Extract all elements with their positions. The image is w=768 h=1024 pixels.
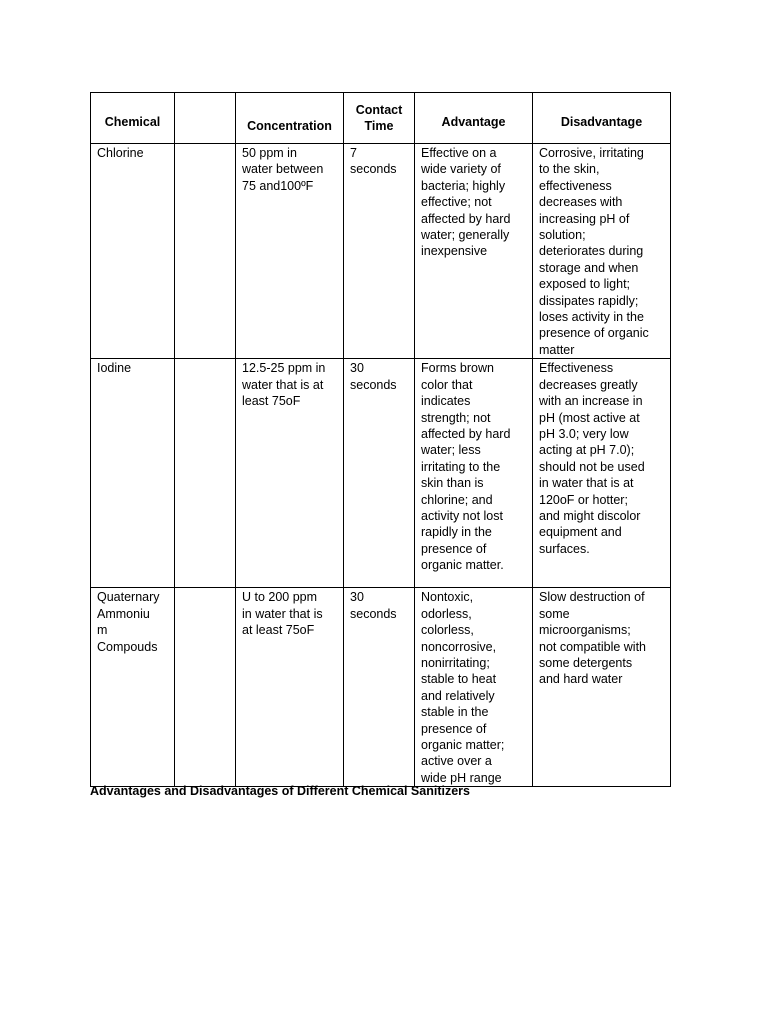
cell-concentration xyxy=(236,144,344,359)
sanitizers-table xyxy=(90,92,671,787)
blank-value xyxy=(175,359,235,360)
cell-contact-time xyxy=(344,144,415,359)
table-caption: Advantages and Disadvantages of Different Chemical Sanitizers xyxy=(90,784,470,798)
cell-advantage xyxy=(415,588,533,787)
cell-contact-time xyxy=(344,359,415,588)
blank-value xyxy=(175,144,235,145)
cell-disadvantage xyxy=(533,588,671,787)
advantage-text: Forms brown color that indicates strength; not affected by hard water; less irritating to the skin than is chlorine; and activity not lost rapidly in the presence of organic matter. xyxy=(421,361,511,573)
contact-time-value: 30 seconds xyxy=(350,590,397,621)
header-advantage-label: Advantage xyxy=(441,114,506,129)
advantage-text: Effective on a wide variety of bacteria; highly effective; not affected by hard water; generally inexpensive xyxy=(421,146,511,259)
table-row xyxy=(91,359,671,588)
header-disadvantage xyxy=(533,93,671,144)
chemical-name: Chlorine xyxy=(97,146,144,160)
cell-contact-time xyxy=(344,588,415,787)
cell-disadvantage xyxy=(533,144,671,359)
table-row xyxy=(91,144,671,359)
concentration-value: 12.5-25 ppm in water that is at least 75oF xyxy=(242,361,326,409)
concentration-value: U to 200 ppm in water that is at least 75oF xyxy=(242,590,323,638)
cell-blank xyxy=(175,588,236,787)
concentration-value: 50 ppm in water between 75 and100ºF xyxy=(242,146,324,193)
header-advantage xyxy=(415,93,533,144)
header-disadvantage-label: Disadvantage xyxy=(560,114,643,129)
header-concentration xyxy=(236,93,344,144)
header-blank xyxy=(175,93,236,144)
table-header-row xyxy=(91,93,671,144)
cell-concentration xyxy=(236,588,344,787)
contact-time-value: 7 seconds xyxy=(350,146,397,177)
contact-time-value: 30 seconds xyxy=(350,361,397,392)
cell-chemical xyxy=(91,144,175,359)
chemical-name: Iodine xyxy=(97,361,132,376)
cell-advantage xyxy=(415,144,533,359)
disadvantage-text: Corrosive, irritating to the skin, effectiveness decreases with increasing pH of solution; deteriorates during storage and when exposed to light; dissipates rapidly; loses activity in the presence of organic matter xyxy=(539,146,649,357)
disadvantage-text: Slow destruction of some microorganisms; not compatible with some detergents and hard water xyxy=(539,590,647,687)
cell-chemical xyxy=(91,359,175,588)
disadvantage-text: Effectiveness decreases greatly with an increase in pH (most active at pH 3.0; very low acting at pH 7.0); should not be used in water that is at 120oF or hotter; and might discolor equipment and surfaces. xyxy=(539,361,645,556)
chemical-name: Quaternary Ammoniu m Compouds xyxy=(97,590,160,654)
cell-blank xyxy=(175,144,236,359)
header-concentration-label: Concentration xyxy=(247,119,332,134)
advantage-text: Nontoxic, odorless, colorless, noncorrosive, nonirritating; stable to heat and relatively stable in the presence of organic matter; active over a wide pH range xyxy=(421,590,505,785)
cell-concentration xyxy=(236,359,344,588)
header-chemical-label: Chemical xyxy=(104,114,161,129)
header-blank-label xyxy=(175,118,235,119)
header-contact-time-label: Contact Time xyxy=(355,103,403,133)
cell-disadvantage xyxy=(533,359,671,588)
blank-value xyxy=(175,588,235,589)
cell-chemical xyxy=(91,588,175,787)
header-chemical xyxy=(91,93,175,144)
cell-blank xyxy=(175,359,236,588)
table-row xyxy=(91,588,671,787)
cell-advantage xyxy=(415,359,533,588)
header-contact-time xyxy=(344,93,415,144)
